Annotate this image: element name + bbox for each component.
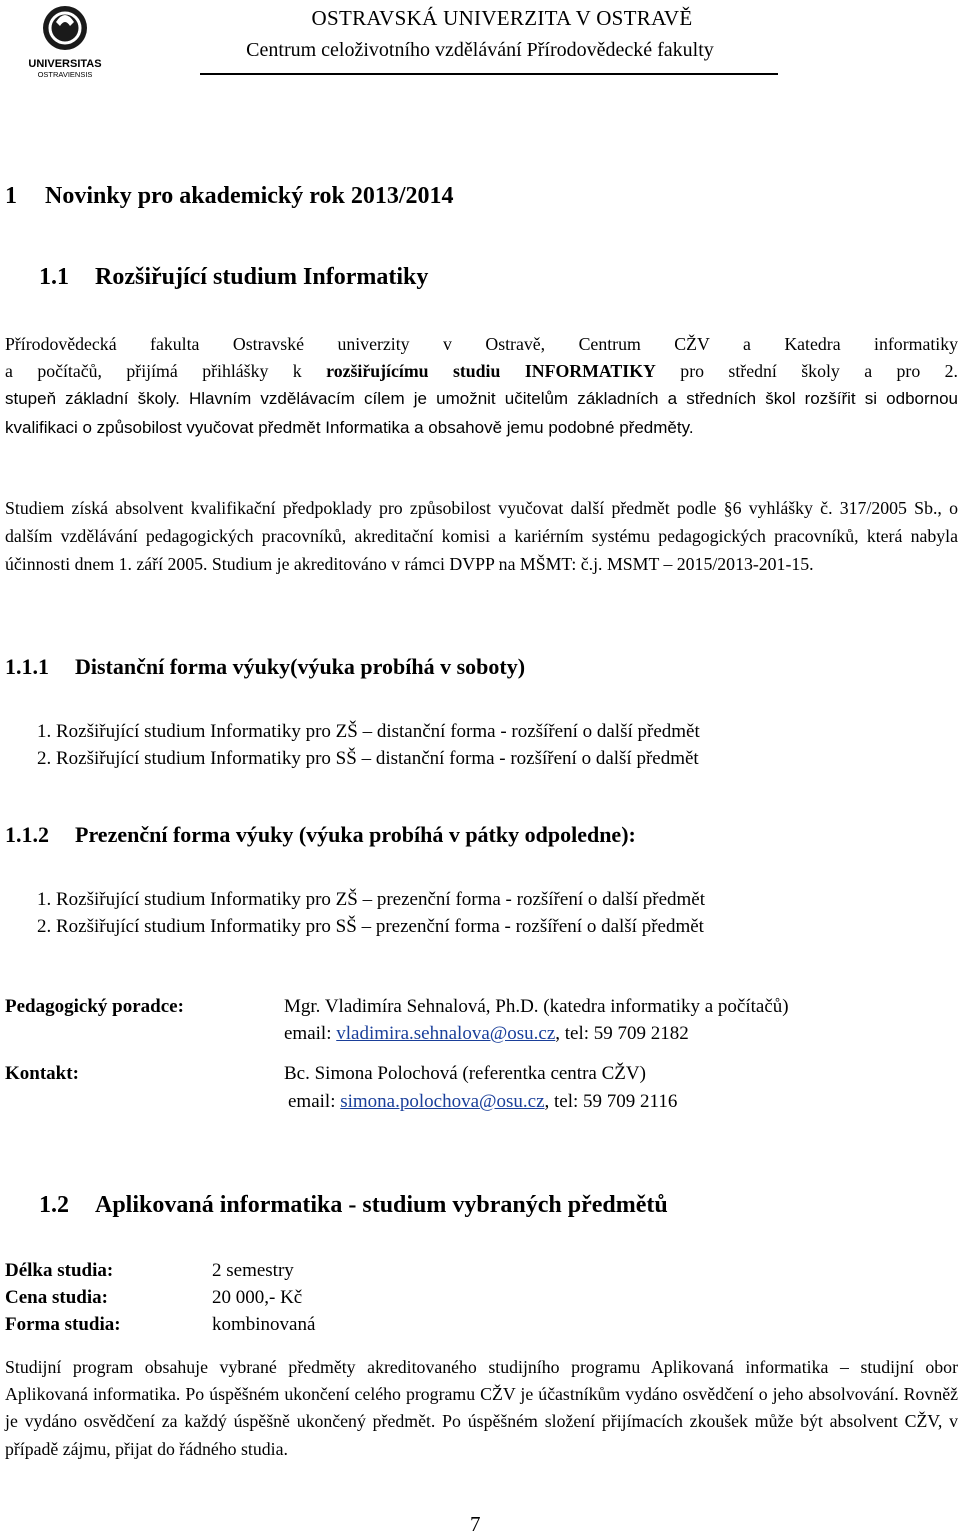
centre-name: Centrum celoživotního vzdělávání Přírodovědecké fakulty [246,39,714,61]
section-1-1-2-title: Prezenční forma výuky (výuka probíhá v pátky odpoledne): [75,822,636,847]
contact-email-link[interactable]: simona.polochova@osu.cz [340,1091,545,1112]
section-1-2-heading [39,1192,668,1219]
study-length-value: 2 semestry [212,1260,294,1281]
section-1-1-1-number: 1.1.1 [5,654,49,679]
section-1-1-2-number: 1.1.2 [5,822,49,847]
advisor-label: Pedagogický poradce: [5,996,184,1017]
study-price-value: 20 000,- Kč [212,1287,303,1308]
intro-line-2-a: a počítačů, přijímá přihlášky k [5,361,327,381]
university-logo [26,4,104,78]
section-1-number: 1 [5,183,17,209]
list-item: 2. Rozšiřující studium Informatiky pro SŠ – distanční forma - rozšíření o další předmět [37,748,699,769]
intro-paragraph-rest: stupeň základní školy. Hlavním vzdělávacím cílem je umožnit učitelům základních a středních škol rozšířit si odbornou kvalifikaci o způsobilost vyučovat předmět Informatika a obsahově jemu podobné předměty. [5,389,958,437]
accreditation-paragraph [5,494,958,578]
program-paragraph: Studijní program obsahuje vybrané předměty akreditovaného studijního programu Aplikovaná informatika – studijní obor Aplikovaná informatika. Po úspěšném ukončení celého programu CŽV je účastníkům vydáno osvědčení o jeho absolvování. Rovněž je vydáno osvědčení za každý úspěšně ukončený předmět. Po úspěšném složení přijímacích zkoušek může být absolvent CŽV, v případě zájmu, přijat do řádného studia. [5,1357,958,1459]
study-form-value: kombinovaná [212,1314,316,1335]
intro-line-1: Přírodovědecká fakulta Ostravské univerzity v Ostravě, Centrum CŽV a Katedra informatiky [5,334,958,354]
section-1-1-number: 1.1 [39,264,69,290]
intro-line-2-b: pro střední školy a pro 2. [655,361,958,381]
page-number: 7 [470,1512,481,1536]
section-1-title: Novinky pro akademický rok 2013/2014 [45,183,454,209]
list-item: 2. Rozšiřující studium Informatiky pro SŠ – prezenční forma - rozšíření o další předmět [37,916,704,937]
section-1-1-1-heading [5,654,525,680]
section-1-heading [5,183,454,210]
section-1-2-title: Aplikovaná informatika - studium vybraných předmětů [95,1192,668,1218]
advisor-email-label: email: [284,1023,337,1044]
header-divider [200,73,778,75]
logo-text: UNIVERSITAS [28,58,102,70]
list-item: 1. Rozšiřující studium Informatiky pro ZŠ – prezenční forma - rozšíření o další předmět [37,889,705,910]
study-price-label: Cena studia: [5,1287,108,1308]
intro-line-2 [5,357,958,385]
section-1-1-2-heading [5,822,636,848]
contact-tel: , tel: 59 709 2116 [544,1091,678,1112]
list-item: 1. Rozšiřující studium Informatiky pro ZŠ – distanční forma - rozšíření o další předmět [37,721,700,742]
study-form-label: Forma studia: [5,1314,121,1335]
advisor-name: Mgr. Vladimíra Sehnalová, Ph.D. (katedra informatiky a počítačů) [284,996,789,1017]
section-1-1-heading [39,264,428,291]
advisor-tel: , tel: 59 709 2182 [555,1023,689,1044]
contact-label: Kontakt: [5,1063,79,1084]
university-name: OSTRAVSKÁ UNIVERZITA V OSTRAVĚ [311,6,693,30]
section-1-2-number: 1.2 [39,1192,69,1218]
section-1-1-title: Rozšiřující studium Informatiky [95,264,429,290]
study-length-label: Délka studia: [5,1260,114,1281]
accreditation-a: Studiem získá absolvent kvalifikační předpoklady pro způsobilost vyučovat další předmět podle §6 vyhlášky č. 317/2005 Sb. [5,498,938,518]
logo-subtext: OSTRAVIENSIS [37,70,93,78]
advisor-email-link[interactable]: vladimira.sehnalova@osu.cz [336,1023,556,1044]
accreditation-b: , o dalším vzdělávání pedagogických pracovníků, akreditační komisi a kariérním systému pedagogických pracovníků, která nabyla účinnosti dnem 1. září 2005. Studium je akreditováno v rámci DVPP na MŠMT: č.j. MSMT – 2015/2013-201-15. [5,498,958,574]
contact-email-label: email: [288,1091,341,1112]
advisor-contact [284,1023,689,1045]
contact-contact [288,1091,677,1113]
intro-line-2-bold: rozšiřujícímu studiu INFORMATIKY [326,361,656,381]
contact-name: Bc. Simona Polochová (referentka centra CŽV) [284,1063,646,1084]
section-1-1-1-title: Distanční forma výuky(výuka probíhá v soboty) [75,654,526,679]
